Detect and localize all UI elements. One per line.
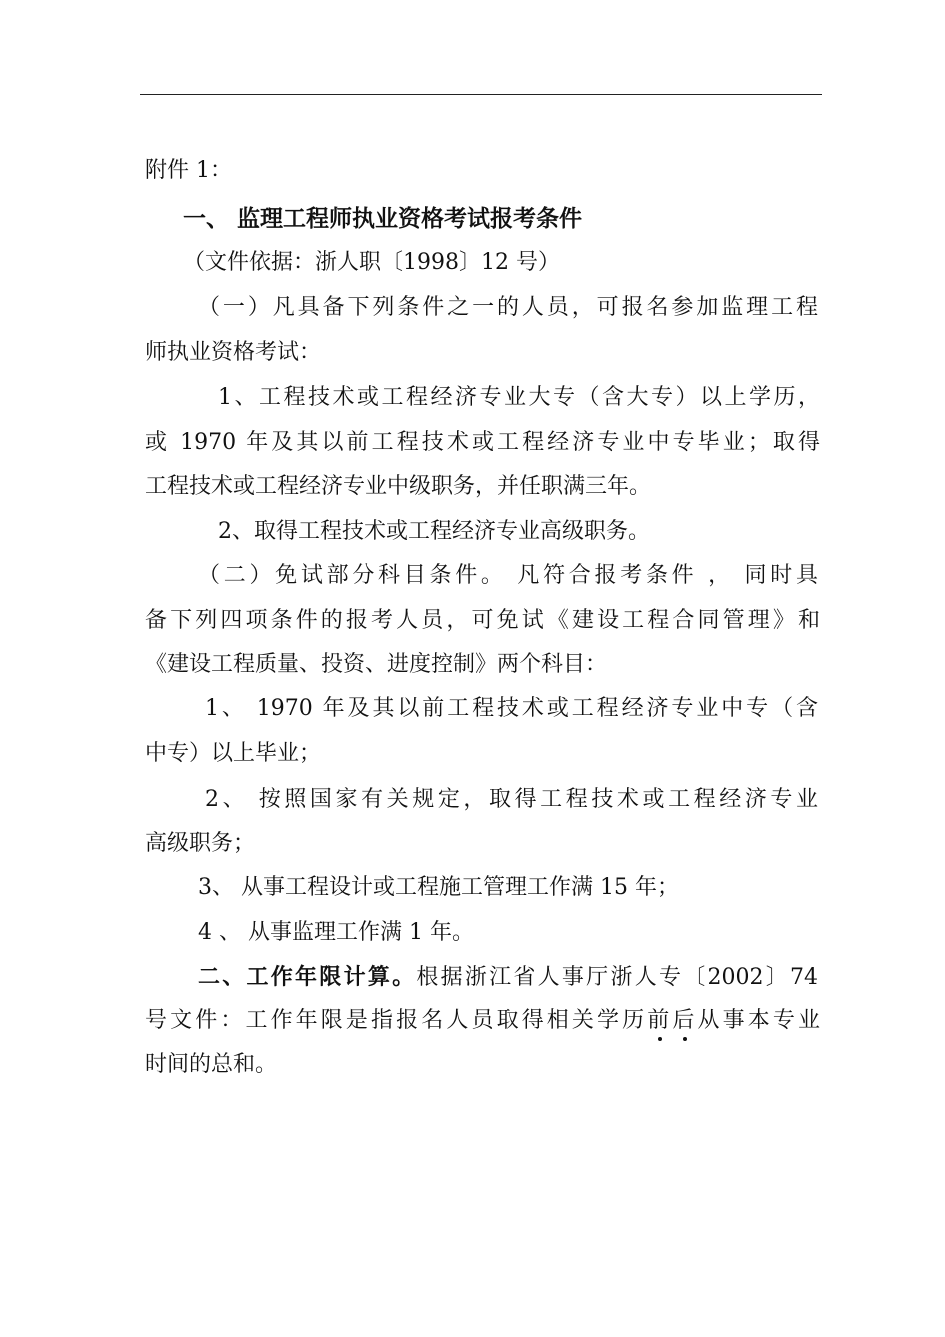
file-basis: （文件依据：浙人职〔1998〕12 号） xyxy=(183,250,560,275)
section-2-line-1 xyxy=(198,962,818,993)
section-2-line-2-text-a: 号文件：工作年限是指报名人员取得相关学历 xyxy=(145,1008,648,1033)
exempt-1-line-2: 中专）以上毕业； xyxy=(145,741,322,766)
item-1-line-2: 或 1970 年及其以前工程技术或工程经济专业中专毕业；取得 xyxy=(145,430,820,455)
exempt-4: 4 、 从事监理工作满 1 年。 xyxy=(198,920,474,945)
paragraph-1-line-2: 师执业资格考试： xyxy=(145,340,322,365)
paragraph-2-line-1: （二）免试部分科目条件。 凡符合报考条件 ， 同时具 xyxy=(198,563,818,588)
section-2-line-2 xyxy=(145,1006,820,1036)
section-1-title: 一、 监理工程师执业资格考试报考条件 xyxy=(183,205,583,232)
item-2: 2、取得工程技术或工程经济专业高级职务。 xyxy=(218,519,650,544)
attachment-label: 附件 1： xyxy=(145,158,232,183)
paragraph-1-line-1: （一）凡具备下列条件之一的人员，可报名参加监理工程 xyxy=(198,295,818,320)
emphasis-char-2: 后 xyxy=(672,1008,698,1033)
exempt-2-line-2: 高级职务； xyxy=(145,831,256,856)
exempt-3: 3、 从事工程设计或工程施工管理工作满 15 年； xyxy=(198,875,679,900)
item-1-line-3: 工程技术或工程经济专业中级职务，并任职满三年。 xyxy=(145,474,652,499)
emphasis-char-1: 前 xyxy=(647,1008,673,1033)
section-2-text: 根据浙江省人事厅浙人专〔2002〕74 xyxy=(416,965,818,990)
header-rule xyxy=(140,94,822,95)
exempt-1-line-1: 1、 1970 年及其以前工程技术或工程经济专业中专（含 xyxy=(205,696,818,721)
exempt-2-line-1: 2、 按照国家有关规定，取得工程技术或工程经济专业 xyxy=(205,787,818,812)
paragraph-2-line-3: 《建设工程质量、投资、进度控制》两个科目： xyxy=(145,652,608,677)
section-2-heading: 二、工作年限计算。 xyxy=(198,964,417,990)
item-1-line-1: 1、工程技术或工程经济专业大专（含大专）以上学历， xyxy=(218,385,820,410)
paragraph-2-line-2: 备下列四项条件的报考人员，可免试《建设工程合同管理》和 xyxy=(145,608,820,633)
section-2-line-2-text-b: 从事本专业 xyxy=(697,1008,820,1033)
section-2-line-3: 时间的总和。 xyxy=(145,1052,278,1077)
